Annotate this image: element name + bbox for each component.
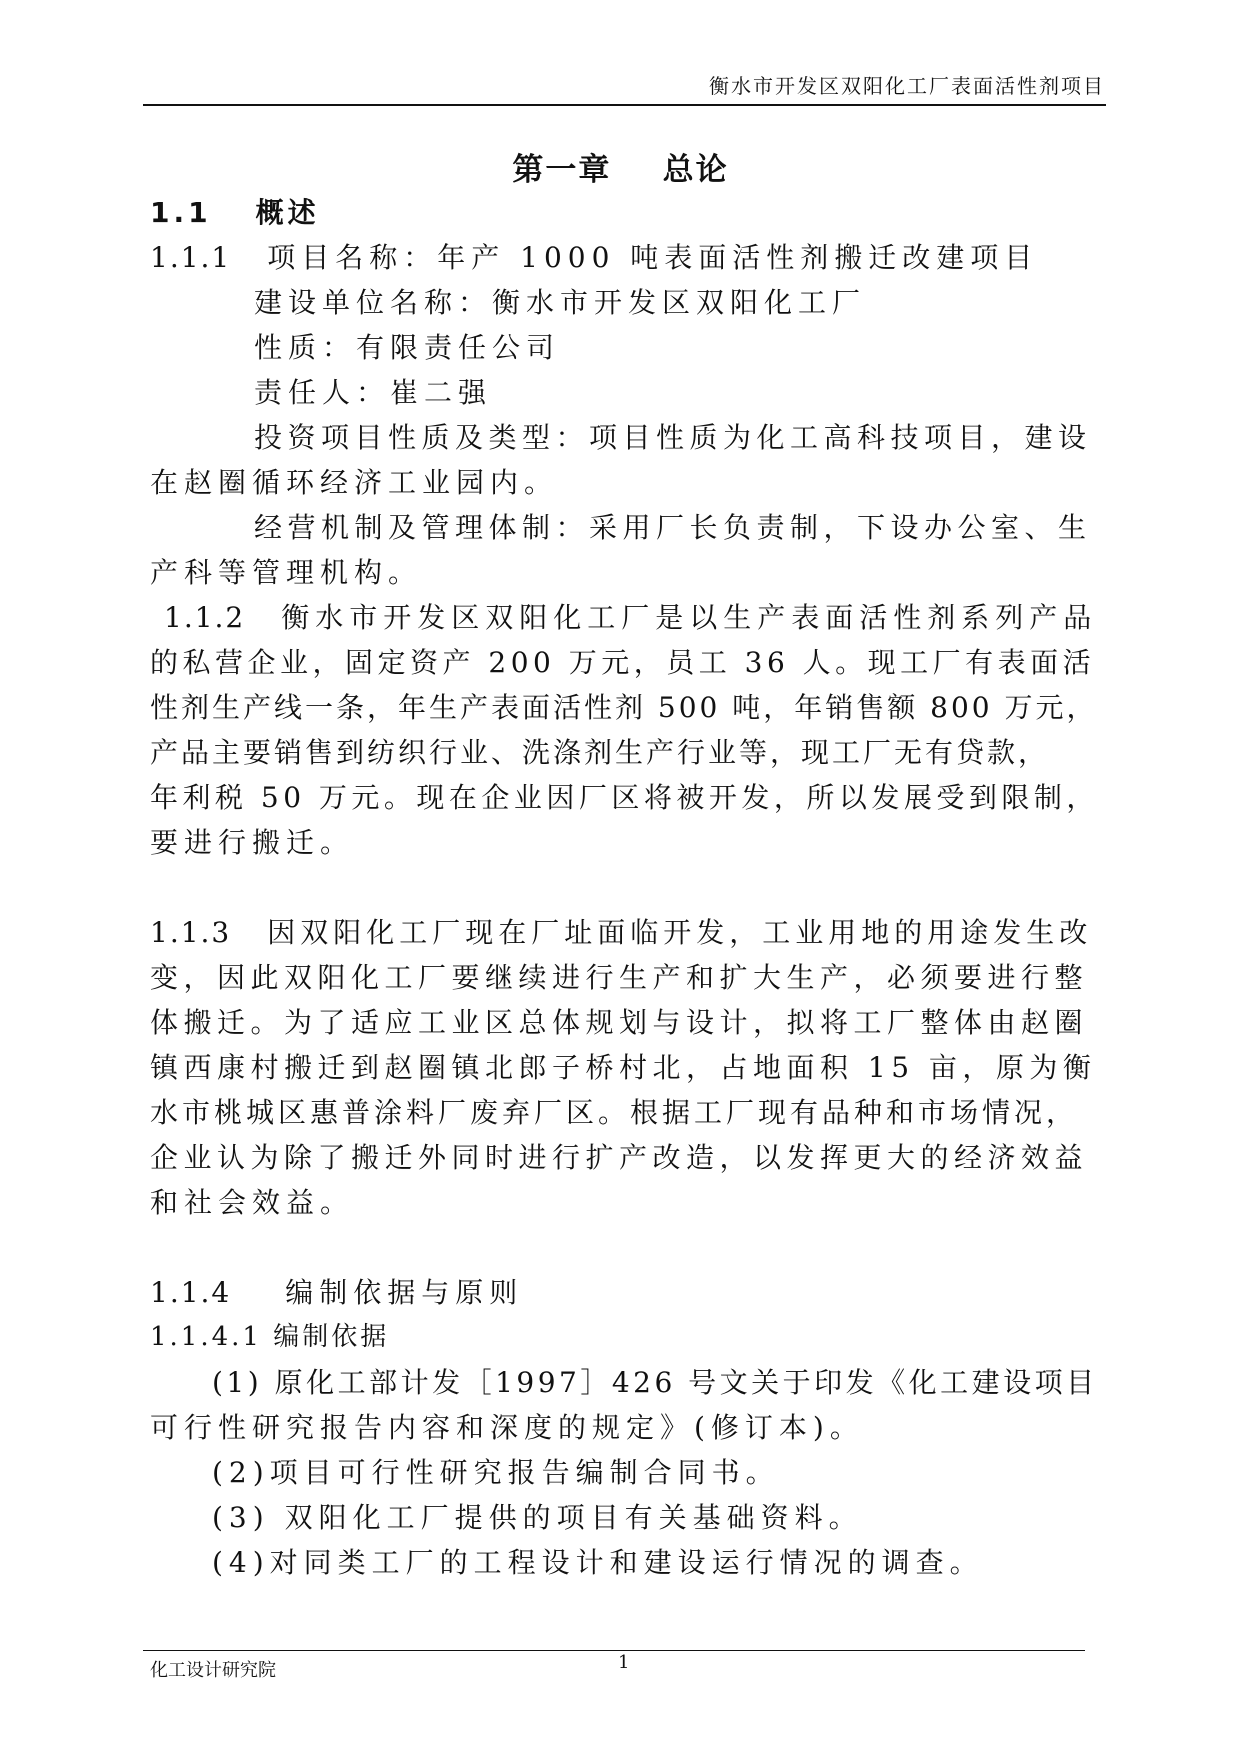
- basis-item-3: (3) 双阳化工厂提供的项目有关基础资料。: [212, 1501, 863, 1534]
- paragraph-line: 性剂生产线一条，年生产表面活性剂 500 吨，年销售额 800 万元，: [150, 691, 1098, 724]
- running-header: 衡水市开发区双阳化工厂表面活性剂项目: [709, 74, 1105, 98]
- section-number: 1.1.3: [150, 916, 232, 949]
- basis-item-1: (1) 原化工部计发［1997］426 号文关于印发《化工建设项目: [212, 1366, 1098, 1399]
- section-number: 1.1.1: [150, 241, 232, 274]
- management-line-2: 产科等管理机构。: [150, 556, 423, 589]
- paragraph-line: 年利税 50 万元。现在企业因厂区将被开发，所以发展受到限制，: [150, 781, 1099, 814]
- document-body: [150, 190, 1100, 1585]
- project-name-line: [150, 235, 1100, 280]
- footer-organization: 化工设计研究院: [150, 1660, 276, 1681]
- project-name: 项目名称：年产 1000 吨表面活性剂搬迁改建项目: [267, 241, 1039, 274]
- paragraph-line: 产品主要销售到纺织行业、洗涤剂生产行业等，现工厂无有贷款，: [150, 736, 1050, 769]
- paragraph-line: 体搬迁。为了适应工业区总体规划与设计，拟将工厂整体由赵圈: [150, 1006, 1089, 1039]
- footer-rule: [143, 1650, 1085, 1651]
- header-rule: [143, 104, 1106, 106]
- paragraph-1-1-3-line-1: [150, 910, 1100, 955]
- section-number: 1.1: [150, 196, 212, 229]
- paragraph-text: 因双阳化工厂现在厂址面临开发，工业用地的用途发生改: [267, 916, 1093, 949]
- subsection-heading-1-1-4-1: 1.1.4.1 编制依据: [150, 1322, 390, 1352]
- paragraph-line: 要进行搬迁。: [150, 826, 355, 859]
- management-line-1: 经营机制及管理体制：采用厂长负责制，下设办公室、生: [254, 511, 1092, 544]
- basis-item-2: (2)项目可行性研究报告编制合同书。: [212, 1456, 780, 1489]
- section-title: 编制依据与原则: [285, 1276, 524, 1309]
- chapter-title: 第一章 总论: [512, 152, 729, 188]
- section-heading-1-1: [150, 190, 1100, 235]
- paragraph-line: 企业认为除了搬迁外同时进行扩产改造，以发挥更大的经济效益: [150, 1141, 1089, 1174]
- page-number: 1: [618, 1652, 630, 1673]
- paragraph-line: 的私营企业，固定资产 200 万元，员工 36 人。现工厂有表面活: [150, 646, 1096, 679]
- paragraph-line: 镇西康村搬迁到赵圈镇北郎子桥村北，占地面积 15 亩，原为衡: [150, 1051, 1097, 1084]
- paragraph-line: 水市桃城区惠普涂料厂废弃厂区。根据工厂现有品种和市场情况，: [150, 1096, 1079, 1129]
- section-title: 概述: [255, 196, 320, 229]
- investment-line-1: 投资项目性质及类型：项目性质为化工高科技项目，建设: [254, 421, 1092, 454]
- paragraph-1-1-2-line-1: [150, 595, 1100, 640]
- section-number: 1.1.4: [150, 1276, 232, 1309]
- spacer: [150, 1225, 1100, 1270]
- investment-line-2: 在赵圈循环经济工业园内。: [150, 466, 559, 499]
- section-heading-1-1-4: [150, 1270, 1100, 1315]
- nature-line: 性质：有限责任公司: [254, 331, 561, 364]
- paragraph-line: 和社会效益。: [150, 1186, 355, 1219]
- basis-item-1-cont: 可行性研究报告内容和深度的规定》(修订本)。: [150, 1411, 864, 1444]
- basis-item-4: (4)对同类工厂的工程设计和建设运行情况的调查。: [212, 1546, 984, 1579]
- person-line: 责任人：崔二强: [254, 376, 493, 409]
- section-number: 1.1.2: [164, 601, 246, 634]
- unit-name-line: 建设单位名称：衡水市开发区双阳化工厂: [254, 286, 867, 319]
- paragraph-text: 衡水市开发区双阳化工厂是以生产表面活性剂系列产品: [281, 601, 1098, 634]
- paragraph-line: 变，因此双阳化工厂要继续进行生产和扩大生产，必须要进行整: [150, 961, 1089, 994]
- spacer: [150, 865, 1100, 910]
